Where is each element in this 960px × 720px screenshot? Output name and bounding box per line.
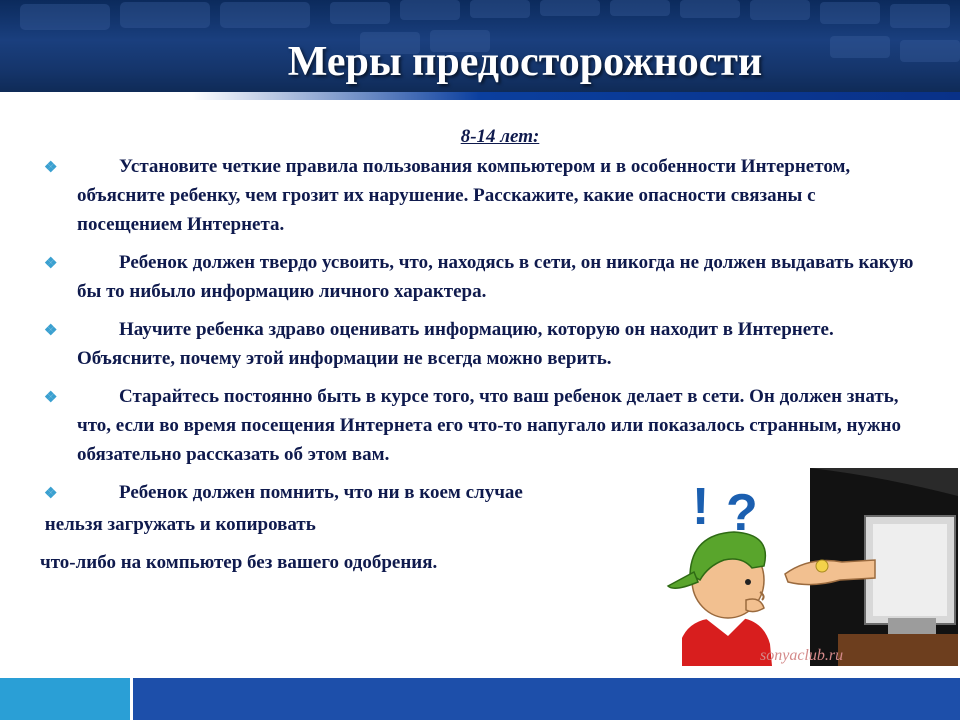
bullet-text: Ребенок должен помнить, что ни в коем случае bbox=[119, 482, 523, 503]
illustration-svg bbox=[660, 468, 958, 666]
bullet-text: Старайтесь постоянно быть в курсе того, что ваш ребенок делает в сети. Он должен знать, что, если во время посещения Интернета его что-то напугало или показалось странным, нужно обязательно рассказать об этом вам. bbox=[77, 386, 901, 465]
header-rule bbox=[0, 92, 960, 100]
bullet-item bbox=[40, 315, 920, 373]
diamond-bullet-icon: ❖ bbox=[44, 390, 58, 406]
diamond-bullet-icon: ❖ bbox=[44, 160, 58, 176]
diamond-bullet-icon: ❖ bbox=[44, 486, 58, 502]
diamond-bullet-icon: ❖ bbox=[44, 323, 58, 339]
bullet-text: Ребенок должен твердо усвоить, что, находясь в сети, он никогда не должен выдавать какую бы то нибыло информацию личного характера. bbox=[77, 252, 914, 302]
bullet-text: Установите четкие правила пользования компьютером и в особенности Интернетом, объясните ребенку, чем грозит их нарушение. Расскажите, какие опасности связаны с посещением Интернета. bbox=[77, 156, 851, 235]
footer-bar-light bbox=[0, 678, 130, 720]
svg-text:?: ? bbox=[726, 484, 758, 542]
bullet-continuation-line: что-либо на компьютер без вашего одобрения. bbox=[40, 552, 438, 573]
bullet-item bbox=[40, 152, 920, 239]
bullet-continuation-line: нельзя загружать и копировать bbox=[40, 514, 316, 535]
svg-text:!: ! bbox=[692, 478, 710, 536]
diamond-bullet-icon: ❖ bbox=[44, 256, 58, 272]
slide-title: Меры предосторожности bbox=[287, 39, 763, 85]
boy-computer-hand-illustration bbox=[660, 468, 958, 666]
bullet-item bbox=[40, 382, 920, 469]
bullet-text: Научите ребенка здраво оценивать информацию, которую он находит в Интернете. Объясните, почему этой информации не всегда можно верить. bbox=[77, 319, 834, 369]
footer-bar-dark bbox=[133, 678, 960, 720]
age-subtitle: 8-14 лет: bbox=[460, 126, 540, 147]
bullet-item bbox=[40, 248, 920, 306]
illustration-watermark: sonyaclub.ru bbox=[760, 647, 844, 664]
